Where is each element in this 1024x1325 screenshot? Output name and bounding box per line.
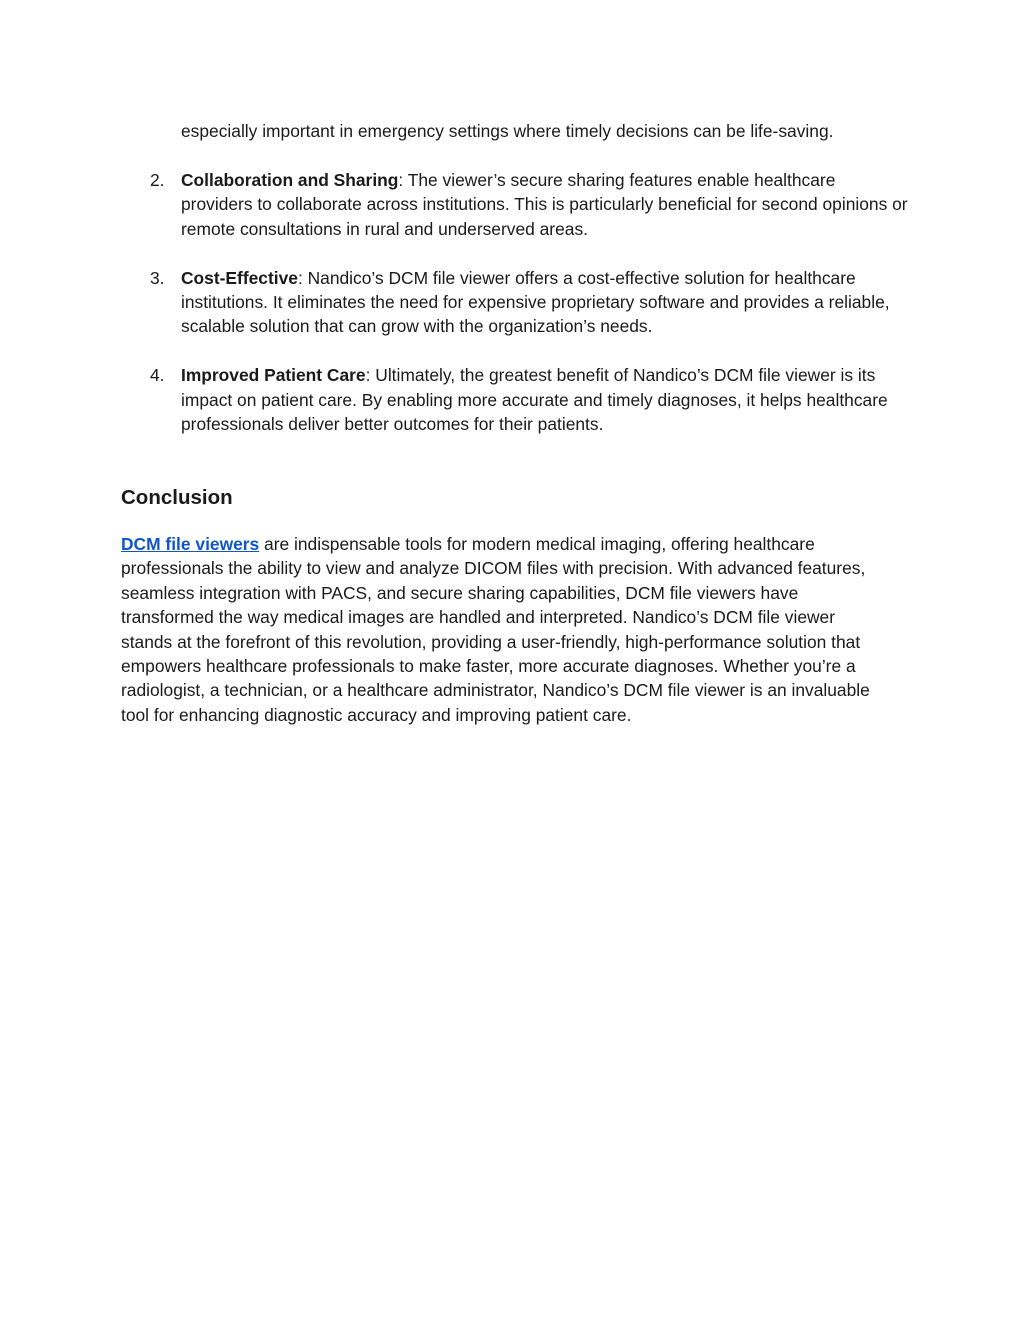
dcm-file-viewers-link[interactable]: DCM file viewers bbox=[121, 534, 260, 554]
list-item-title: Cost-Effective bbox=[181, 267, 298, 288]
list-item-number: 3. bbox=[150, 267, 165, 288]
list-item-number: 2. bbox=[150, 170, 165, 190]
list-item-text: : Ultimately, the greatest benefit of Nandico’s DCM file viewer is its impact on patient care. By enabling more accurate and timely diagnoses, it helps healthcare professionals deliver better outcomes for their patients. bbox=[181, 365, 888, 435]
conclusion-heading: Conclusion bbox=[121, 486, 233, 509]
list-item-text: : The viewer’s secure sharing features enable healthcare providers to collaborate across institutions. This is particularly beneficial for second opinions or remote consultations in rural and underserved areas. bbox=[181, 170, 908, 239]
list-item-number: 4. bbox=[150, 365, 165, 386]
list-item bbox=[121, 168, 911, 241]
list-item-continuation-text: especially important in emergency settings where timely decisions can be life-saving. bbox=[181, 121, 834, 141]
conclusion-paragraph bbox=[121, 532, 891, 727]
benefits-list bbox=[121, 168, 921, 461]
list-item-title: Improved Patient Care bbox=[181, 365, 366, 386]
list-item-title: Collaboration and Sharing bbox=[181, 170, 399, 190]
list-item bbox=[121, 363, 911, 436]
list-item bbox=[121, 266, 911, 339]
list-item-text: : Nandico’s DCM file viewer offers a cost-effective solution for healthcare institutions. It eliminates the need for expensive proprietary software and provides a reliable, scalable solution that can grow with the organization’s needs. bbox=[181, 267, 890, 337]
conclusion-body-text: are indispensable tools for modern medical imaging, offering healthcare professionals the ability to view and analyze DICOM files with precision. With advanced features, seamless integration with PACS, and secure sharing capabilities, DCM file viewers have transformed the way medical images are handled and interpreted. Nandico’s DCM file viewer stands at the forefront of this revolution, providing a user-friendly, high-performance solution that empowers healthcare professionals to make faster, more accurate diagnoses. Whether you’re a radiologist, a technician, or a healthcare administrator, Nandico’s DCM file viewer is an invaluable tool for enhancing diagnostic accuracy and improving patient care. bbox=[121, 534, 870, 725]
